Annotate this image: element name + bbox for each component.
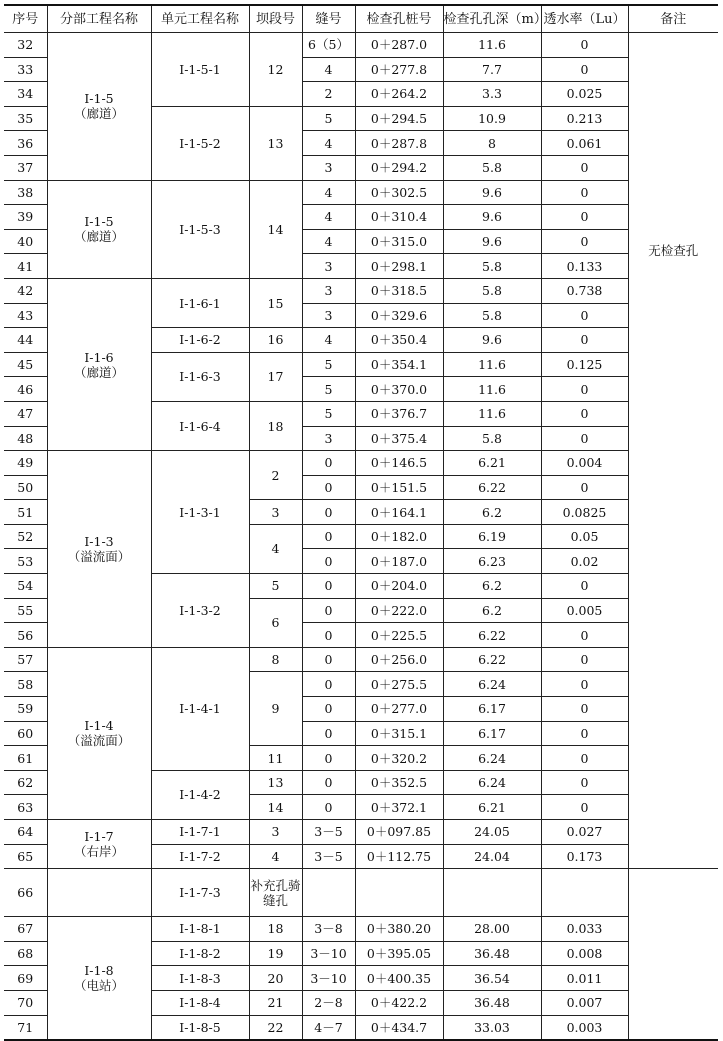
cell-depth: 10.9 [443,106,541,131]
cell-lu: 0 [541,57,628,82]
table-row [4,869,718,917]
cell-seam: 0 [302,647,355,672]
cell-lu: 0.125 [541,352,628,377]
header-cell: 单元工程名称 [151,5,249,33]
cell-lu: 0.007 [541,990,628,1015]
cell-unit: Ⅰ-1-8-4 [151,990,249,1015]
cell-note [628,869,718,1040]
cell-unit: Ⅰ-1-6-4 [151,401,249,450]
cell-unit: Ⅰ-1-6-1 [151,278,249,327]
cell-dam: 18 [249,401,302,450]
cell-depth: 6.24 [443,672,541,697]
cell-station: 0＋370.0 [355,377,443,402]
cell-depth: 5.8 [443,426,541,451]
cell-lu: 0 [541,623,628,648]
cell-depth: 28.00 [443,917,541,942]
cell-lu: 0.173 [541,844,628,869]
cell-depth [443,869,541,917]
cell-lu: 0.05 [541,524,628,549]
cell-part: Ⅰ-1-5 （廊道） [47,180,151,278]
cell-lu: 0.033 [541,917,628,942]
cell-depth: 11.6 [443,401,541,426]
cell-no: 51 [4,500,47,525]
cell-seam: 0 [302,475,355,500]
cell-depth: 6.21 [443,795,541,820]
cell-depth: 6.24 [443,746,541,771]
cell-no: 69 [4,966,47,991]
header-cell: 分部工程名称 [47,5,151,33]
cell-unit: Ⅰ-1-6-3 [151,352,249,401]
cell-no: 60 [4,721,47,746]
cell-no: 35 [4,106,47,131]
cell-lu: 0.025 [541,82,628,107]
cell-lu: 0.061 [541,131,628,156]
cell-dam: 9 [249,672,302,746]
cell-dam: 3 [249,820,302,845]
cell-no: 52 [4,524,47,549]
cell-depth: 5.8 [443,303,541,328]
cell-dam: 13 [249,770,302,795]
cell-unit: Ⅰ-1-8-5 [151,1015,249,1040]
cell-dam: 12 [249,33,302,107]
cell-lu: 0.027 [541,820,628,845]
cell-no: 39 [4,205,47,230]
table-row [4,278,718,303]
cell-part [47,869,151,917]
cell-seam: 4 [302,229,355,254]
cell-unit: Ⅰ-1-8-3 [151,966,249,991]
cell-unit: Ⅰ-1-7-2 [151,844,249,869]
cell-no: 59 [4,697,47,722]
cell-station: 0＋222.0 [355,598,443,623]
cell-part: Ⅰ-1-7 （右岸） [47,820,151,869]
cell-no: 37 [4,155,47,180]
cell-dam: 16 [249,328,302,353]
cell-lu [541,869,628,917]
cell-dam: 6 [249,598,302,647]
cell-no: 71 [4,1015,47,1040]
cell-part: Ⅰ-1-8 （电站） [47,917,151,1040]
cell-unit: Ⅰ-1-6-2 [151,328,249,353]
cell-unit: Ⅰ-1-5-1 [151,33,249,107]
cell-depth: 33.03 [443,1015,541,1040]
cell-seam: 3－10 [302,941,355,966]
cell-seam: 0 [302,795,355,820]
cell-seam: 3 [302,278,355,303]
cell-no: 62 [4,770,47,795]
cell-lu: 0 [541,795,628,820]
cell-lu: 0 [541,697,628,722]
cell-dam: 14 [249,180,302,278]
cell-depth: 8 [443,131,541,156]
header-cell: 缝号 [302,5,355,33]
cell-no: 40 [4,229,47,254]
cell-station: 0＋315.1 [355,721,443,746]
cell-station: 0＋287.0 [355,33,443,58]
cell-seam: 0 [302,500,355,525]
cell-no: 68 [4,941,47,966]
cell-no: 47 [4,401,47,426]
cell-depth: 6.19 [443,524,541,549]
cell-seam: 0 [302,697,355,722]
cell-no: 49 [4,451,47,476]
cell-unit: Ⅰ-1-8-1 [151,917,249,942]
cell-seam: 4－7 [302,1015,355,1040]
cell-no: 70 [4,990,47,1015]
cell-dam: 22 [249,1015,302,1040]
cell-unit: Ⅰ-1-5-2 [151,106,249,180]
cell-depth: 6.2 [443,500,541,525]
cell-station: 0＋376.7 [355,401,443,426]
cell-no: 54 [4,574,47,599]
cell-no: 61 [4,746,47,771]
cell-no: 56 [4,623,47,648]
cell-seam: 0 [302,721,355,746]
cell-station: 0＋277.8 [355,57,443,82]
cell-depth: 6.24 [443,770,541,795]
cell-lu: 0.011 [541,966,628,991]
data-table [4,4,718,1041]
cell-unit: Ⅰ-1-7-3 [151,869,249,917]
cell-lu: 0 [541,33,628,58]
cell-seam: 3－5 [302,820,355,845]
cell-seam: 2 [302,82,355,107]
cell-lu: 0.004 [541,451,628,476]
cell-station: 0＋352.5 [355,770,443,795]
cell-seam: 0 [302,770,355,795]
cell-lu: 0 [541,746,628,771]
cell-depth: 6.23 [443,549,541,574]
cell-unit: Ⅰ-1-5-3 [151,180,249,278]
cell-dam: 8 [249,647,302,672]
cell-note [628,33,718,869]
cell-part: Ⅰ-1-3 （溢流面） [47,451,151,648]
cell-lu: 0 [541,426,628,451]
cell-station: 0＋204.0 [355,574,443,599]
cell-part: Ⅰ-1-4 （溢流面） [47,647,151,819]
cell-no: 41 [4,254,47,279]
cell-station: 0＋151.5 [355,475,443,500]
cell-depth: 9.6 [443,328,541,353]
cell-station: 0＋318.5 [355,278,443,303]
cell-no: 36 [4,131,47,156]
cell-no: 66 [4,869,47,917]
cell-unit: Ⅰ-1-3-1 [151,451,249,574]
cell-lu: 0.213 [541,106,628,131]
cell-station: 0＋320.2 [355,746,443,771]
cell-seam: 5 [302,352,355,377]
cell-no: 43 [4,303,47,328]
cell-depth: 6.21 [443,451,541,476]
cell-lu: 0.008 [541,941,628,966]
cell-depth: 36.48 [443,990,541,1015]
cell-station [355,869,443,917]
cell-dam: 3 [249,500,302,525]
cell-unit: Ⅰ-1-3-2 [151,574,249,648]
cell-no: 38 [4,180,47,205]
cell-seam: 0 [302,524,355,549]
cell-lu: 0 [541,377,628,402]
cell-seam: 3－5 [302,844,355,869]
cell-depth: 36.48 [443,941,541,966]
cell-station: 0＋294.5 [355,106,443,131]
cell-station: 0＋354.1 [355,352,443,377]
header-cell: 坝段号 [249,5,302,33]
cell-dam: 2 [249,451,302,500]
cell-lu: 0 [541,647,628,672]
header-row [4,5,718,33]
cell-station: 0＋375.4 [355,426,443,451]
cell-depth: 9.6 [443,180,541,205]
cell-dam: 4 [249,524,302,573]
cell-seam: 3 [302,303,355,328]
header-cell: 透水率（Lu） [541,5,628,33]
cell-depth: 5.8 [443,155,541,180]
cell-station: 0＋400.35 [355,966,443,991]
cell-seam: 6（5） [302,33,355,58]
cell-depth: 24.05 [443,820,541,845]
cell-seam: 4 [302,180,355,205]
cell-station: 0＋287.8 [355,131,443,156]
cell-seam: 5 [302,106,355,131]
cell-station: 0＋097.85 [355,820,443,845]
cell-dam: 补充孔骑 缝孔 [249,869,302,917]
cell-seam: 0 [302,623,355,648]
cell-lu: 0 [541,401,628,426]
cell-unit: Ⅰ-1-8-2 [151,941,249,966]
cell-station: 0＋294.2 [355,155,443,180]
cell-seam: 3 [302,155,355,180]
cell-seam: 0 [302,746,355,771]
cell-station: 0＋350.4 [355,328,443,353]
cell-lu: 0.02 [541,549,628,574]
cell-dam: 21 [249,990,302,1015]
cell-no: 34 [4,82,47,107]
cell-station: 0＋310.4 [355,205,443,230]
table-row [4,917,718,942]
table-row [4,451,718,476]
cell-lu: 0 [541,672,628,697]
cell-station: 0＋329.6 [355,303,443,328]
cell-station: 0＋182.0 [355,524,443,549]
cell-seam: 0 [302,574,355,599]
header-cell: 检查孔孔深（m） [443,5,541,33]
cell-station: 0＋146.5 [355,451,443,476]
cell-seam: 5 [302,401,355,426]
cell-dam: 13 [249,106,302,180]
cell-depth: 7.7 [443,57,541,82]
cell-dam: 19 [249,941,302,966]
cell-depth: 11.6 [443,33,541,58]
cell-station: 0＋164.1 [355,500,443,525]
cell-lu: 0.133 [541,254,628,279]
cell-lu: 0.738 [541,278,628,303]
cell-dam: 17 [249,352,302,401]
cell-seam: 3－8 [302,917,355,942]
table-body [4,33,718,1040]
cell-no: 57 [4,647,47,672]
cell-depth: 6.22 [443,647,541,672]
cell-seam: 4 [302,57,355,82]
cell-depth: 36.54 [443,966,541,991]
cell-lu: 0 [541,574,628,599]
table-row [4,180,718,205]
cell-station: 0＋380.20 [355,917,443,942]
cell-no: 48 [4,426,47,451]
cell-unit: Ⅰ-1-4-2 [151,770,249,819]
cell-lu: 0 [541,721,628,746]
cell-depth: 3.3 [443,82,541,107]
header-cell: 序号 [4,5,47,33]
cell-lu: 0 [541,770,628,795]
cell-part: Ⅰ-1-6 （廊道） [47,278,151,450]
cell-depth: 11.6 [443,352,541,377]
header-cell: 检查孔桩号 [355,5,443,33]
header-cell: 备注 [628,5,718,33]
cell-station: 0＋315.0 [355,229,443,254]
cell-station: 0＋225.5 [355,623,443,648]
cell-seam: 4 [302,328,355,353]
table-row [4,820,718,845]
cell-seam: 0 [302,598,355,623]
cell-lu: 0 [541,155,628,180]
cell-station: 0＋302.5 [355,180,443,205]
cell-seam [302,869,355,917]
cell-no: 67 [4,917,47,942]
cell-seam: 0 [302,549,355,574]
cell-no: 64 [4,820,47,845]
cell-dam: 20 [249,966,302,991]
cell-lu: 0 [541,475,628,500]
cell-dam: 15 [249,278,302,327]
cell-lu: 0 [541,180,628,205]
cell-station: 0＋422.2 [355,990,443,1015]
cell-no: 50 [4,475,47,500]
cell-dam: 18 [249,917,302,942]
cell-no: 55 [4,598,47,623]
cell-station: 0＋434.7 [355,1015,443,1040]
cell-seam: 0 [302,451,355,476]
cell-lu: 0.003 [541,1015,628,1040]
cell-depth: 5.8 [443,254,541,279]
cell-no: 65 [4,844,47,869]
cell-no: 46 [4,377,47,402]
cell-no: 53 [4,549,47,574]
cell-seam: 5 [302,377,355,402]
table-row [4,647,718,672]
cell-station: 0＋298.1 [355,254,443,279]
cell-station: 0＋372.1 [355,795,443,820]
cell-depth: 9.6 [443,205,541,230]
cell-no: 44 [4,328,47,353]
cell-lu: 0 [541,205,628,230]
cell-depth: 6.2 [443,598,541,623]
cell-no: 42 [4,278,47,303]
cell-station: 0＋264.2 [355,82,443,107]
table-row [4,33,718,58]
cell-station: 0＋277.0 [355,697,443,722]
cell-depth: 6.2 [443,574,541,599]
cell-depth: 6.22 [443,475,541,500]
cell-lu: 0 [541,303,628,328]
cell-unit: Ⅰ-1-7-1 [151,820,249,845]
cell-depth: 11.6 [443,377,541,402]
cell-lu: 0.0825 [541,500,628,525]
cell-station: 0＋275.5 [355,672,443,697]
cell-station: 0＋112.75 [355,844,443,869]
cell-depth: 24.04 [443,844,541,869]
cell-dam: 11 [249,746,302,771]
cell-depth: 6.17 [443,721,541,746]
cell-dam: 4 [249,844,302,869]
cell-seam: 3 [302,254,355,279]
cell-dam: 5 [249,574,302,599]
cell-seam: 3－10 [302,966,355,991]
cell-station: 0＋187.0 [355,549,443,574]
cell-no: 33 [4,57,47,82]
cell-unit: Ⅰ-1-4-1 [151,647,249,770]
cell-lu: 0 [541,229,628,254]
cell-lu: 0.005 [541,598,628,623]
cell-no: 45 [4,352,47,377]
cell-station: 0＋256.0 [355,647,443,672]
cell-dam: 14 [249,795,302,820]
cell-depth: 9.6 [443,229,541,254]
cell-depth: 5.8 [443,278,541,303]
cell-depth: 6.22 [443,623,541,648]
cell-seam: 4 [302,205,355,230]
cell-seam: 3 [302,426,355,451]
cell-no: 32 [4,33,47,58]
cell-seam: 2－8 [302,990,355,1015]
cell-part: Ⅰ-1-5 （廊道） [47,33,151,181]
cell-no: 63 [4,795,47,820]
cell-no: 58 [4,672,47,697]
cell-lu: 0 [541,328,628,353]
cell-station: 0＋395.05 [355,941,443,966]
table-container [4,4,718,1041]
note-text: 无检查孔 [648,243,699,259]
cell-depth: 6.17 [443,697,541,722]
cell-seam: 4 [302,131,355,156]
cell-seam: 0 [302,672,355,697]
